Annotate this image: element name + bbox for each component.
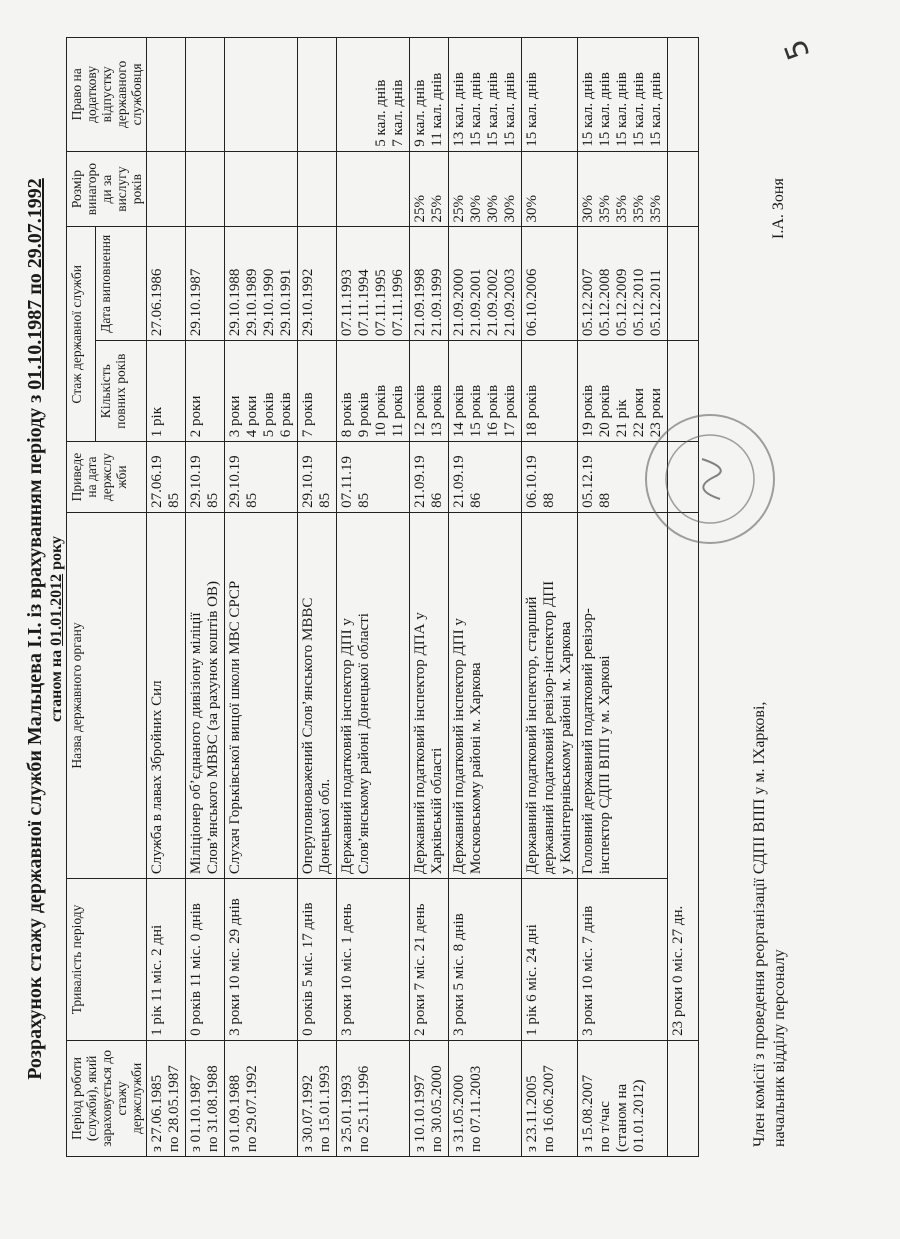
- cell-years: 14 років 15 років 16 років 17 років: [449, 341, 522, 442]
- service-table: [66, 37, 699, 1157]
- cell-completion-dates: 29.10.1988 29.10.1989 29.10.1990 29.10.1991: [225, 227, 298, 341]
- cell-completion-dates: 29.10.1987: [186, 227, 225, 341]
- total-value: 23 роки 0 міс. 27 дн.: [668, 512, 699, 1040]
- page-mark: 5: [777, 34, 818, 65]
- cell-bonus: 30%: [522, 151, 578, 227]
- header-completion-date: Дата виповнення: [96, 227, 147, 341]
- header-reduced-date: Приведе на дата держслу жби: [67, 442, 147, 513]
- cell-reduced-date: 21.09.19 86: [410, 442, 449, 513]
- cell-reduced-date: 05.12.19 88: [578, 442, 668, 513]
- cell-years: 8 років 9 років 10 років 11 років: [337, 341, 410, 442]
- cell-completion-dates: 29.10.1992: [298, 227, 337, 341]
- cell-duration: 3 роки 10 міс. 7 днів: [578, 879, 668, 1041]
- cell-organ: Слухач Горьківської вищої школи МВС СРСР: [225, 512, 298, 878]
- cell-reduced-date: 29.10.19 85: [225, 442, 298, 513]
- cell-leave: [186, 38, 225, 152]
- header-years-count: Кількість повних років: [96, 341, 147, 442]
- cell-leave: 9 кал. днів 11 кал. днів: [410, 38, 449, 152]
- cell-bonus: 25% 25%: [410, 151, 449, 227]
- cell-reduced-date: 29.10.19 85: [298, 442, 337, 513]
- footer-line-2: начальник відділу персоналу: [771, 949, 788, 1147]
- document-title: Розрахунок стажу державної служби Мальцева І.І. із врахуванням періоду з 01.10.1987 по 29.07.1992: [24, 178, 46, 1080]
- footer-line-1: Член комісії з проведення реорганізації СДПІ ВПП у м. IХаркові,: [751, 701, 768, 1147]
- table-row: [410, 38, 449, 1157]
- cell-leave: 15 кал. днів: [522, 38, 578, 152]
- cell-reduced-date: 27.06.19 85: [147, 442, 186, 513]
- cell-reduced-date: 29.10.19 85: [186, 442, 225, 513]
- cell-duration: 3 роки 5 міс. 8 днів: [449, 879, 522, 1041]
- signer-name: І.А. Зоня: [770, 178, 787, 239]
- cell-completion-dates: 27.06.1986: [147, 227, 186, 341]
- cell-leave: 13 кал. днів 15 кал. днів 15 кал. днів 15 кал. днів: [449, 38, 522, 152]
- table-row: [337, 38, 410, 1157]
- cell-bonus: [298, 151, 337, 227]
- cell-leave: 15 кал. днів 15 кал. днів 15 кал. днів 15 кал. днів 15 кал. днів: [578, 38, 668, 152]
- cell-period: з 10.10.1997 по 30.05.2000: [410, 1040, 449, 1156]
- cell-organ: Державний податковий інспектор ДПА у Харківській області: [410, 512, 449, 878]
- cell-years: 7 років: [298, 341, 337, 442]
- cell-bonus: 30% 35% 35% 35% 35%: [578, 151, 668, 227]
- cell-completion-dates: 05.12.2007 05.12.2008 05.12.2009 05.12.2010 05.12.2011: [578, 227, 668, 341]
- table-row: [449, 38, 522, 1157]
- cell-years: 3 роки 4 роки 5 років 6 років: [225, 341, 298, 442]
- cell-organ: Служба в лавах Збройних Сил: [147, 512, 186, 878]
- cell-bonus: 25% 30% 30% 30%: [449, 151, 522, 227]
- cell-bonus: [337, 151, 410, 227]
- cell-period: з 25.01.1993 по 25.11.1996: [337, 1040, 410, 1156]
- table-body: [147, 38, 668, 1157]
- cell-duration: 0 років 11 міс. 0 днів: [186, 879, 225, 1041]
- cell-period: з 31.05.2000 по 07.11.2003: [449, 1040, 522, 1156]
- cell-leave: [147, 38, 186, 152]
- table-row: [522, 38, 578, 1157]
- cell-duration: 2 роки 7 міс. 21 день: [410, 879, 449, 1041]
- cell-leave: [298, 38, 337, 152]
- title-period: 01.10.1987 по 29.07.1992: [24, 178, 46, 390]
- cell-bonus: [147, 151, 186, 227]
- cell-duration: 0 років 5 міс. 17 днів: [298, 879, 337, 1041]
- cell-organ: Державний податковий інспектор, старший державний податковий ревізор-інспектор ДПІ у Комінтернівському районі м. Харкова: [522, 512, 578, 878]
- cell-period: з 01.09.1988 по 29.07.1992: [225, 1040, 298, 1156]
- cell-organ: Державний податковий інспектор ДПІ у Слов’янському районі Донецької області: [337, 512, 410, 878]
- table-row: [225, 38, 298, 1157]
- cell-duration: 3 роки 10 міс. 1 день: [337, 879, 410, 1041]
- cell-reduced-date: 06.10.19 88: [522, 442, 578, 513]
- cell-period: з 23.11.2005 по 16.06.2007: [522, 1040, 578, 1156]
- cell-duration: 1 рік 6 міс. 24 дні: [522, 879, 578, 1041]
- cell-completion-dates: 21.09.1998 21.09.1999: [410, 227, 449, 341]
- cell-period: з 01.10.1987 по 31.08.1988: [186, 1040, 225, 1156]
- official-stamp-icon: [640, 409, 780, 549]
- header-organ: Назва державного органу: [67, 512, 147, 878]
- cell-organ: Оперуповноважений Слов’янського МВВС Донецької обл.: [298, 512, 337, 878]
- cell-years: 2 роки: [186, 341, 225, 442]
- cell-organ: Міліціонер об’єднаного дивізіону міліції Слов’янського МВВС (за рахунок коштів ОВ): [186, 512, 225, 878]
- header-duration: Тривалість періоду: [67, 879, 147, 1041]
- header-stazh: Стаж державної служби: [67, 227, 96, 442]
- cell-reduced-date: 21.09.19 86: [449, 442, 522, 513]
- cell-years: 18 років: [522, 341, 578, 442]
- cell-organ: Державний податковий інспектор ДПІ у Московському районі м. Харкова: [449, 512, 522, 878]
- table-row: [298, 38, 337, 1157]
- cell-years: 12 років 13 років: [410, 341, 449, 442]
- document-subtitle: станом на 01.01.2012 року: [48, 535, 65, 723]
- cell-duration: 3 роки 10 міс. 29 днів: [225, 879, 298, 1041]
- table-row: [578, 38, 668, 1157]
- cell-years: 1 рік: [147, 341, 186, 442]
- table-row: [147, 38, 186, 1157]
- total-row: [668, 38, 699, 1157]
- cell-completion-dates: 07.11.1993 07.11.1994 07.11.1995 07.11.1996: [337, 227, 410, 341]
- cell-completion-dates: 06.10.2006: [522, 227, 578, 341]
- footer-signature-block: [750, 702, 790, 1147]
- cell-bonus: [225, 151, 298, 227]
- cell-years: 19 років 20 років 21 рік 22 роки 23 роки: [578, 341, 668, 442]
- cell-period: з 30.07.1992 по 15.01.1993: [298, 1040, 337, 1156]
- header-bonus: Розмір винагоро ди за вислугу років: [67, 151, 147, 227]
- cell-bonus: [186, 151, 225, 227]
- cell-period: з 27.06.1985 по 28.05.1987: [147, 1040, 186, 1156]
- cell-leave: [225, 38, 298, 152]
- cell-completion-dates: 21.09.2000 21.09.2001 21.09.2002 21.09.2003: [449, 227, 522, 341]
- table-row: [186, 38, 225, 1157]
- cell-period: з 15.08.2007 по т/час (станом на 01.01.2012): [578, 1040, 668, 1156]
- header-leave: Право на додаткову відпустку державного службовця: [67, 38, 147, 152]
- header-period: Період роботи (служби), який зараховується до стажу держслужби: [67, 1040, 147, 1156]
- cell-reduced-date: 07.11.19 85: [337, 442, 410, 513]
- cell-organ: Головний державний податковий ревізор- інспектор СДПІ ВПП у м. Харкові: [578, 512, 668, 878]
- cell-duration: 1 рік 11 міс. 2 дні: [147, 879, 186, 1041]
- cell-leave: 5 кал. днів 7 кал. днів: [337, 38, 410, 152]
